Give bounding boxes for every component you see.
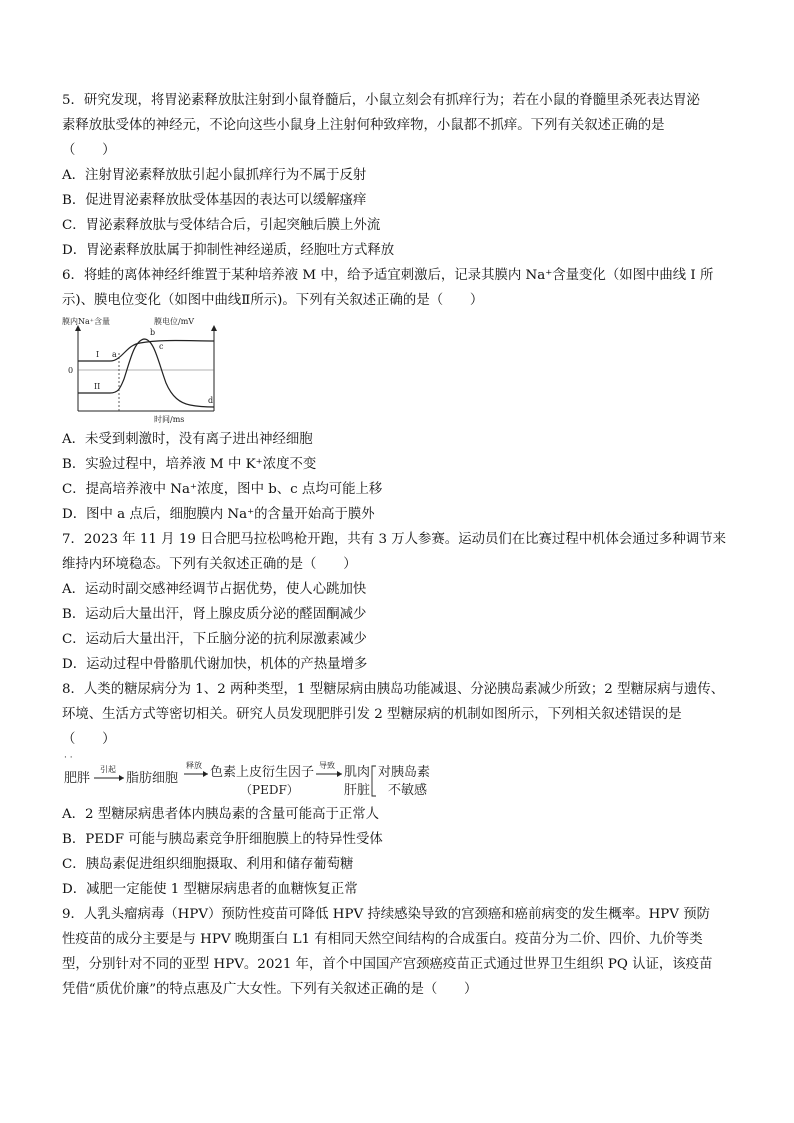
question-5-stem-line-3: （ ） xyxy=(62,143,116,158)
flow-node-muscle: 肌肉 xyxy=(344,765,371,780)
question-7-stem-line-2: 维持内环境稳态。下列有关叙述正确的是（ ） xyxy=(62,557,357,572)
question-9 xyxy=(62,902,738,1002)
question-6-option-d: D．图中 a 点后，细胞膜内 Na⁺的含量开始高于膜外 xyxy=(62,507,375,522)
flow-bracket xyxy=(372,766,376,796)
exam-page xyxy=(62,88,738,1002)
question-8-option-c: C．胰岛素促进组织细胞摄取、利用和储存葡萄糖 xyxy=(62,857,354,872)
question-9-stem-line-3: 型，分别针对不同的亚型 HPV。2021 年，首个中国国产宫颈癌疫苗正式通过世界卫生组织 PQ 认证，该疫苗 xyxy=(62,957,713,972)
question-5 xyxy=(62,88,738,263)
question-6-stem-line-2: 示)、膜电位变化（如图中曲线Ⅱ所示)。下列有关叙述正确的是（ ） xyxy=(62,293,484,308)
question-5-option-d: D．胃泌素释放肽属于抑制性神经递质，经胞吐方式释放 xyxy=(62,243,395,258)
flow-arrow-2-head xyxy=(203,771,208,777)
x-axis-label: 时间/ms xyxy=(154,415,185,424)
membrane-potential-figure xyxy=(62,317,738,427)
question-9-stem-line-2: 性疫苗的成分主要是与 HPV 晚期蛋白 L1 有相同天然空间结构的合成蛋白。疫苗分为二价、四价、九价等类 xyxy=(62,932,703,947)
obesity-diabetes-flow-diagram xyxy=(62,752,738,802)
question-7-option-b: B．运动后大量出汗，肾上腺皮质分泌的醛固酮减少 xyxy=(62,607,367,622)
question-8-option-a: A．2 型糖尿病患者体内胰岛素的含量可能高于正常人 xyxy=(62,807,380,822)
question-7-option-a: A．运动时副交感神经调节占据优势，使人心跳加快 xyxy=(62,582,367,597)
question-5-option-b: B．促进胃泌素释放肽受体基因的表达可以缓解瘙痒 xyxy=(62,193,367,208)
point-b-label: b xyxy=(150,328,156,337)
flow-node-obesity: 肥胖 xyxy=(64,771,91,786)
question-7-option-d: D．运动过程中骨骼肌代谢加快，机体的产热量增多 xyxy=(62,657,368,672)
question-6-option-c: C．提高培养液中 Na⁺浓度，图中 b、c 点均可能上移 xyxy=(62,482,383,497)
question-6-option-b: B．实验过程中，培养液 M 中 K⁺浓度不变 xyxy=(62,457,317,472)
question-5-stem-line-2: 素释放肽受体的神经元，不论向这些小鼠身上注射何种致痒物，小鼠都不抓痒。下列有关叙述正确的是 xyxy=(62,118,665,133)
curve-ii-label: II xyxy=(94,382,101,391)
question-9-stem-line-1: 9．人乳头瘤病毒（HPV）预防性疫苗可降低 HPV 持续感染导致的宫颈癌和癌前病变的发生概率。HPV 预防 xyxy=(62,907,710,922)
right-axis-arrow xyxy=(211,325,217,331)
zero-label: 0 xyxy=(68,366,74,375)
flow-arrow-1-head xyxy=(119,775,124,781)
question-5-option-c: C．胃泌素释放肽与受体结合后，引起突触后膜上外流 xyxy=(62,218,381,233)
flow-node-pedf-abbr: （PEDF） xyxy=(240,783,299,797)
flow-dots: · · xyxy=(64,753,73,763)
question-8-option-b: B．PEDF 可能与胰岛素竞争肝细胞膜上的特异性受体 xyxy=(62,832,383,847)
flow-node-pedf: 色素上皮衍生因子 xyxy=(210,765,315,780)
point-a-label: a xyxy=(112,350,117,359)
question-6-stem-line-1: 6．将蛙的离体神经纤维置于某种培养液 M 中，给予适宜刺激后，记录其膜内 Na⁺含量变化（如图中曲线 I 所 xyxy=(62,268,714,283)
curve-i-label: I xyxy=(96,350,100,359)
question-8-stem-line-2: 环境、生活方式等密切相关。研究人员发现肥胖引发 2 型糖尿病的机制如图所示，下列相关叙述错误的是 xyxy=(62,707,682,722)
question-6-option-a: A．未受到刺激时，没有离子进出神经细胞 xyxy=(62,432,313,447)
question-6 xyxy=(62,263,738,527)
right-axis-label: 膜电位/mV xyxy=(154,317,195,326)
question-8-stem-line-3: （ ） xyxy=(62,732,116,747)
flow-diagram-svg xyxy=(62,752,462,802)
question-8 xyxy=(62,677,738,902)
flow-arrow-3-label: 导致 xyxy=(319,761,335,770)
question-5-stem-line-1: 5．研究发现，将胃泌素释放肽注射到小鼠脊髓后，小鼠立刻会有抓痒行为；若在小鼠的脊髓里杀死表达胃泌 xyxy=(62,93,700,108)
flow-arrow-3-head xyxy=(337,771,342,777)
flow-arrow-1-label: 引起 xyxy=(100,765,116,774)
flow-node-insensitive-1: 对胰岛素 xyxy=(378,765,431,780)
flow-node-liver: 肝脏 xyxy=(344,783,371,798)
question-7-stem-line-1: 7．2023 年 11 月 19 日合肥马拉松鸣枪开跑，共有 3 万人参赛。运动员们在比赛过程中机体会通过多种调节来 xyxy=(62,532,727,547)
membrane-potential-graph xyxy=(62,317,242,425)
question-8-stem-line-1: 8．人类的糖尿病分为 1、2 两种类型，1 型糖尿病由胰岛功能减退、分泌胰岛素减少所致；2 型糖尿病与遗传、 xyxy=(62,682,725,697)
flow-node-insensitive-2: 不敏感 xyxy=(388,783,428,798)
point-c-label: c xyxy=(159,342,164,351)
flow-arrow-2-label: 释放 xyxy=(186,761,202,770)
left-axis-label: 膜内Na⁺含量 xyxy=(62,317,110,326)
question-9-stem-line-4: 凭借“质优价廉”的特点惠及广大女性。下列有关叙述正确的是（ ） xyxy=(62,982,478,997)
point-d-label: d xyxy=(208,396,214,405)
flow-node-fat-cells: 脂肪细胞 xyxy=(126,771,179,786)
question-5-option-a: A．注射胃泌素释放肽引起小鼠抓痒行为不属于反射 xyxy=(62,168,367,183)
question-8-option-d: D．减肥一定能使 1 型糖尿病患者的血糖恢复正常 xyxy=(62,882,358,897)
question-7-option-c: C．运动后大量出汗，下丘脑分泌的抗利尿激素减少 xyxy=(62,632,367,647)
question-7 xyxy=(62,527,738,677)
